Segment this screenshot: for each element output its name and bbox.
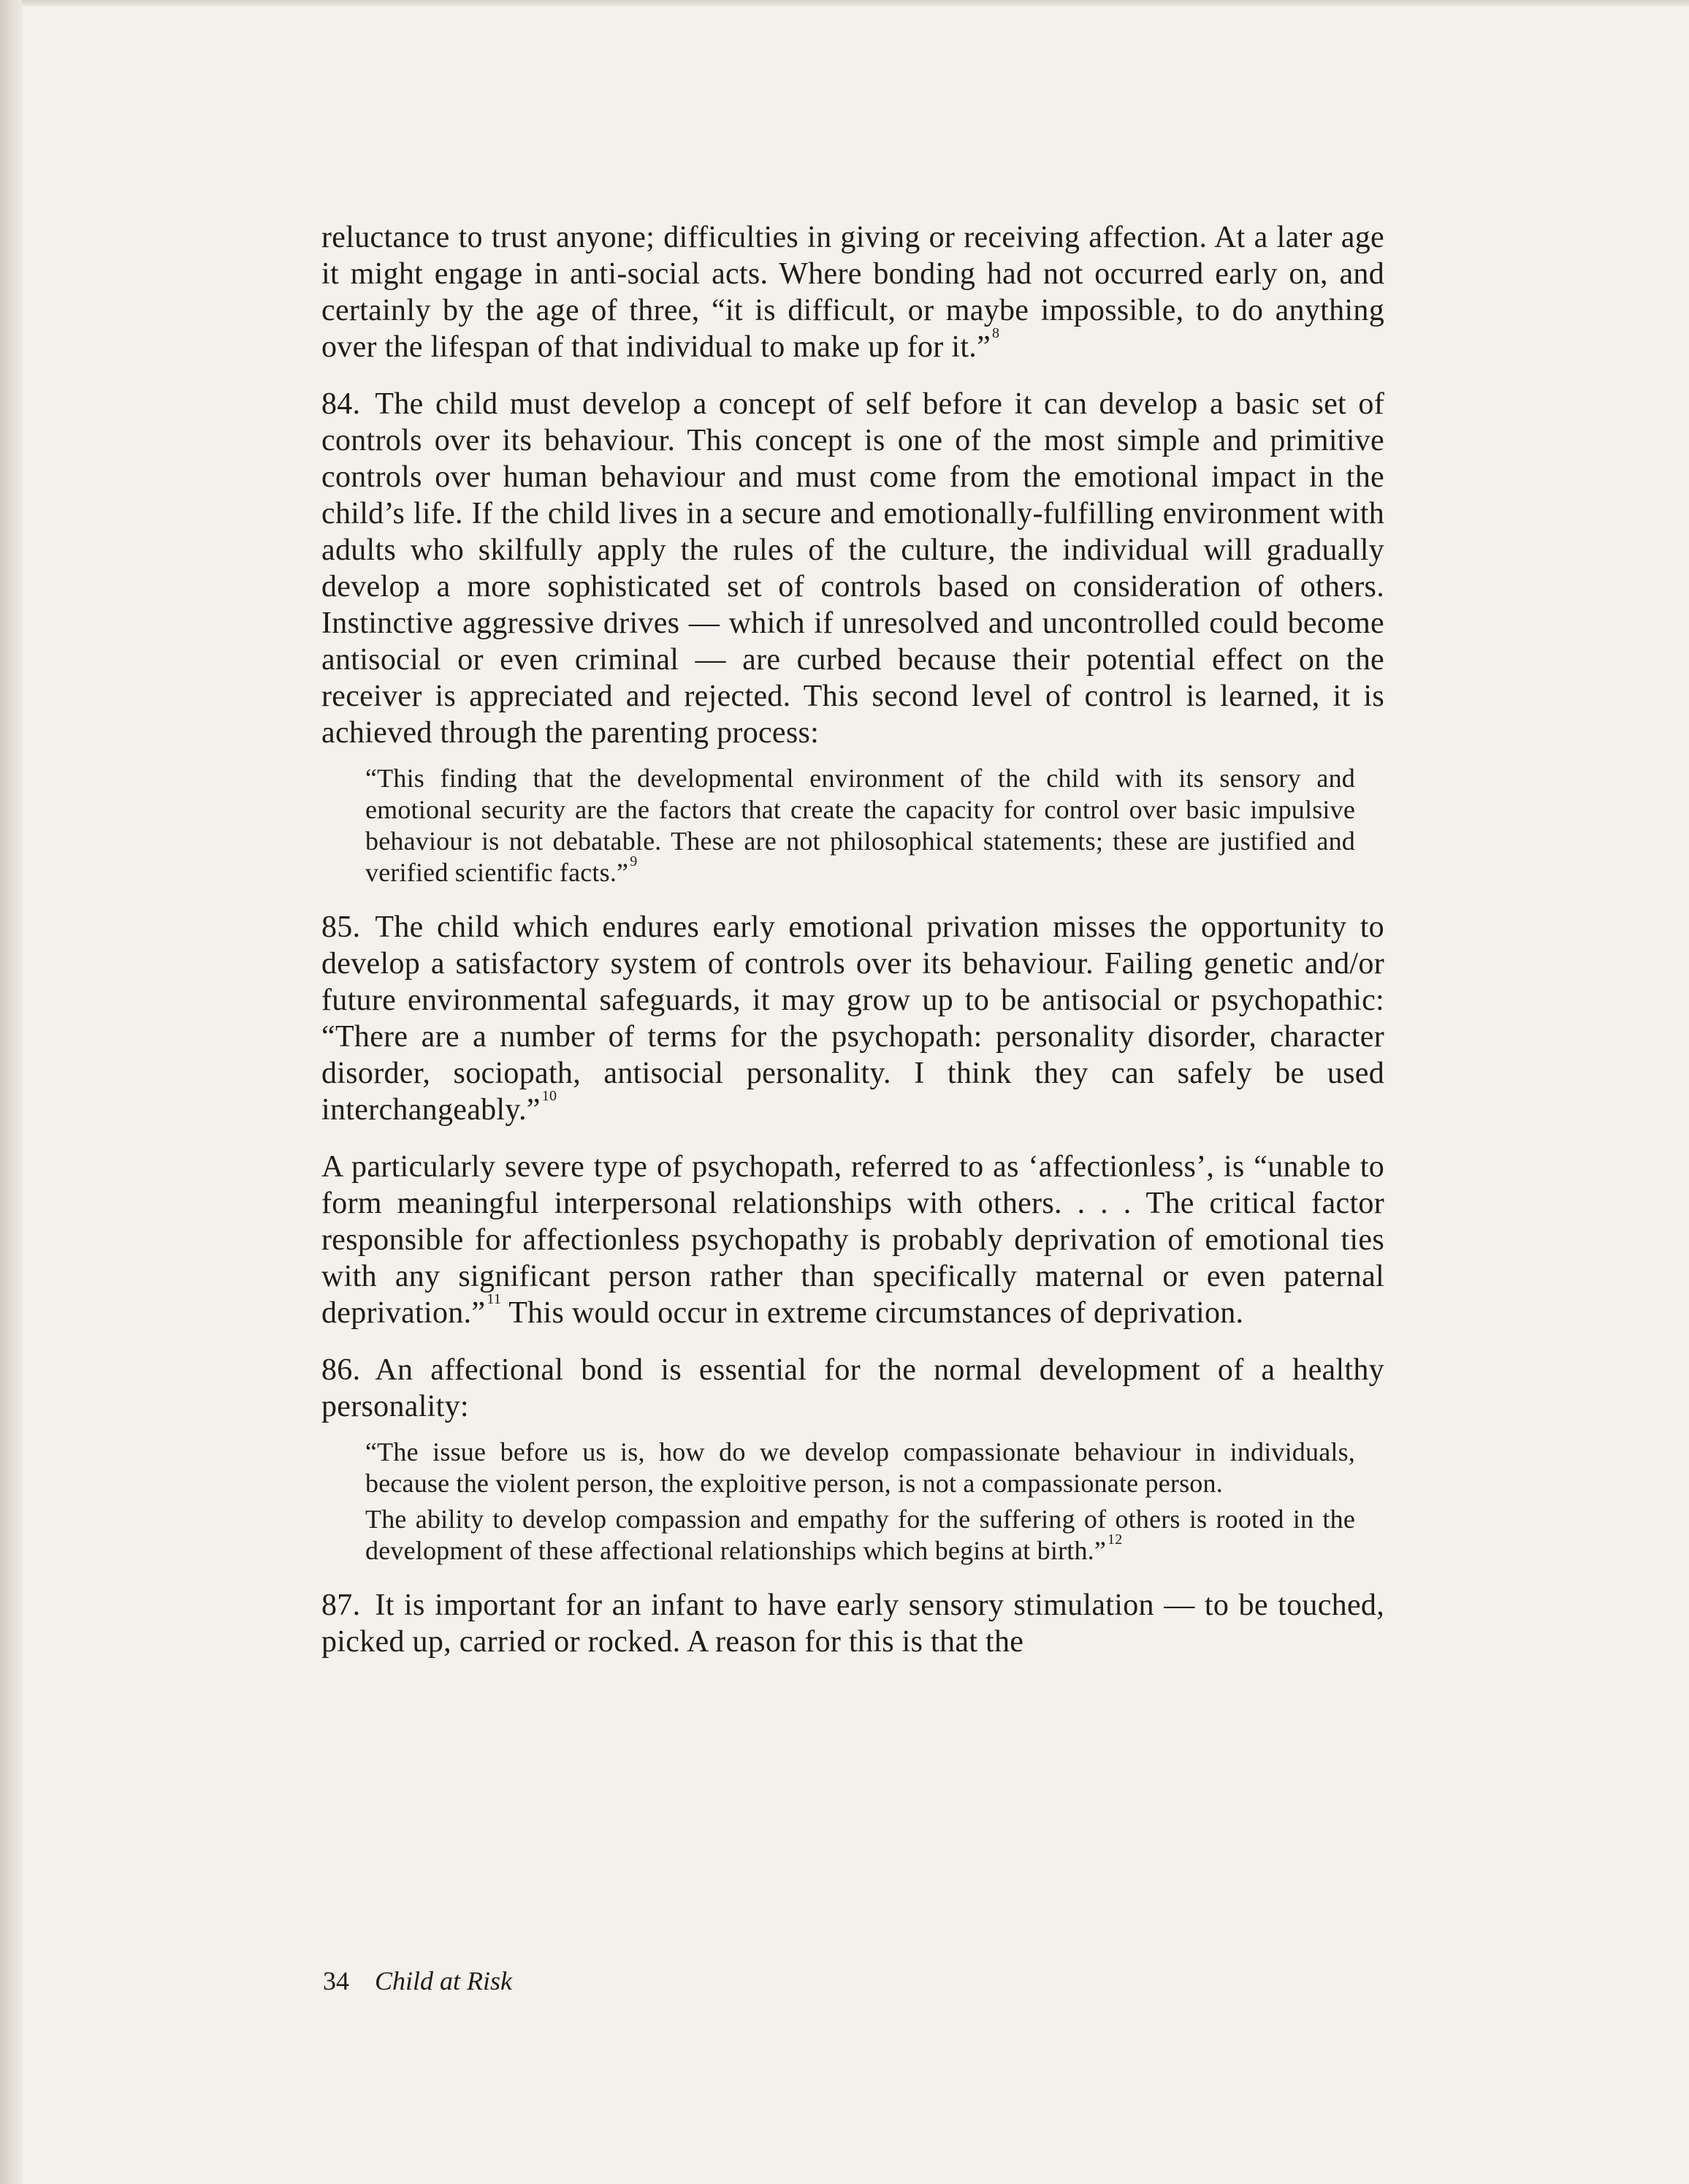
footnote-ref: 11: [487, 1291, 502, 1307]
paragraph-continuation: [321, 219, 1384, 365]
paragraph-number: 87.: [321, 1588, 361, 1622]
footnote-ref: 8: [992, 325, 1000, 341]
block-quote-3: [365, 1504, 1355, 1567]
paragraph-number: 85.: [321, 910, 361, 944]
paragraph-text: A particularly severe type of psychopath, referred to as ‘affectionless’, is “unable to form meaningful interpersonal relationships with others. . . . The critical factor responsible for affectionless psychopathy is probably deprivation of emotional ties with any significant person rather than specifically maternal or even paternal deprivation.”: [321, 1150, 1384, 1330]
paragraph-affectionless: [321, 1149, 1384, 1331]
paragraph-number: 86.: [321, 1353, 361, 1387]
paragraph-tail: This would occur in extreme circumstances of deprivation.: [501, 1296, 1244, 1330]
footnote-ref: 9: [630, 853, 638, 870]
block-quote-1: [365, 763, 1355, 889]
paragraph-86: [321, 1352, 1384, 1425]
page-body: [321, 219, 1384, 1681]
paragraph-84: [321, 386, 1384, 751]
quote-text: “The issue before us is, how do we develop compassionate behaviour in individuals, because the violent person, the exploitive person, is not a compassionate person.: [365, 1437, 1355, 1498]
paragraph-text: The child must develop a concept of self before it can develop a basic set of controls over its behaviour. This concept is one of the most simple and primitive controls over human behaviour and must come from the emotional impact in the child’s life. If the child lives in a secure and emotionally-fulfilling environment with adults who skilfully apply the rules of the culture, the individual will gradually develop a more sophisticated set of controls based on consideration of others. Instinctive aggressive drives — which if unresolved and uncontrolled could become antisocial or even criminal — are curbed because their potential effect on the receiver is appreciated and rejected. This second level of control is learned, it is achieved through the parenting process:: [321, 387, 1384, 750]
quote-text: The ability to develop compassion and empathy for the suffering of others is rooted in the development of these affectional relationships which begins at birth.”: [365, 1504, 1355, 1565]
block-quote-2: [365, 1437, 1355, 1499]
footnote-ref: 12: [1107, 1532, 1123, 1548]
running-title: Child at Risk: [375, 1966, 512, 1995]
stacked-page-edges: [0, 0, 22, 2184]
paragraph-85: [321, 909, 1384, 1128]
paragraph-text: reluctance to trust anyone; difficulties in giving or receiving affection. At a later age it might engage in anti-social acts. Where bonding had not occurred early on, and certainly by the age of three, “it is difficult, or maybe impossible, to do anything over the lifespan of that individual to make up for it.”: [321, 221, 1384, 364]
page-number: 34: [323, 1966, 349, 1995]
paragraph-text: An affectional bond is essential for the normal development of a healthy personality:: [321, 1353, 1384, 1423]
paragraph-87: [321, 1587, 1384, 1660]
quote-text: “This finding that the developmental environment of the child with its sensory and emotional security are the factors that create the capacity for control over basic impulsive behaviour is not debatable. These are not philosophical statements; these are justified and verified scientific facts.”: [365, 764, 1355, 887]
footnote-ref: 10: [541, 1088, 557, 1104]
paragraph-number: 84.: [321, 387, 361, 421]
page-footer: [323, 1966, 512, 1996]
paragraph-text: It is important for an infant to have early sensory stimulation — to be touched, picked up, carried or rocked. A reason for this is that the: [321, 1588, 1384, 1659]
paragraph-text: The child which endures early emotional privation misses the opportunity to develop a satisfactory system of controls over its behaviour. Failing genetic and/or future environmental safeguards, it may grow up to be antisocial or psychopathic: “There are a number of terms for the psychopath: personality disorder, character disorder, sociopath, antisocial personality. I think they can safely be used interchangeably.”: [321, 910, 1384, 1127]
